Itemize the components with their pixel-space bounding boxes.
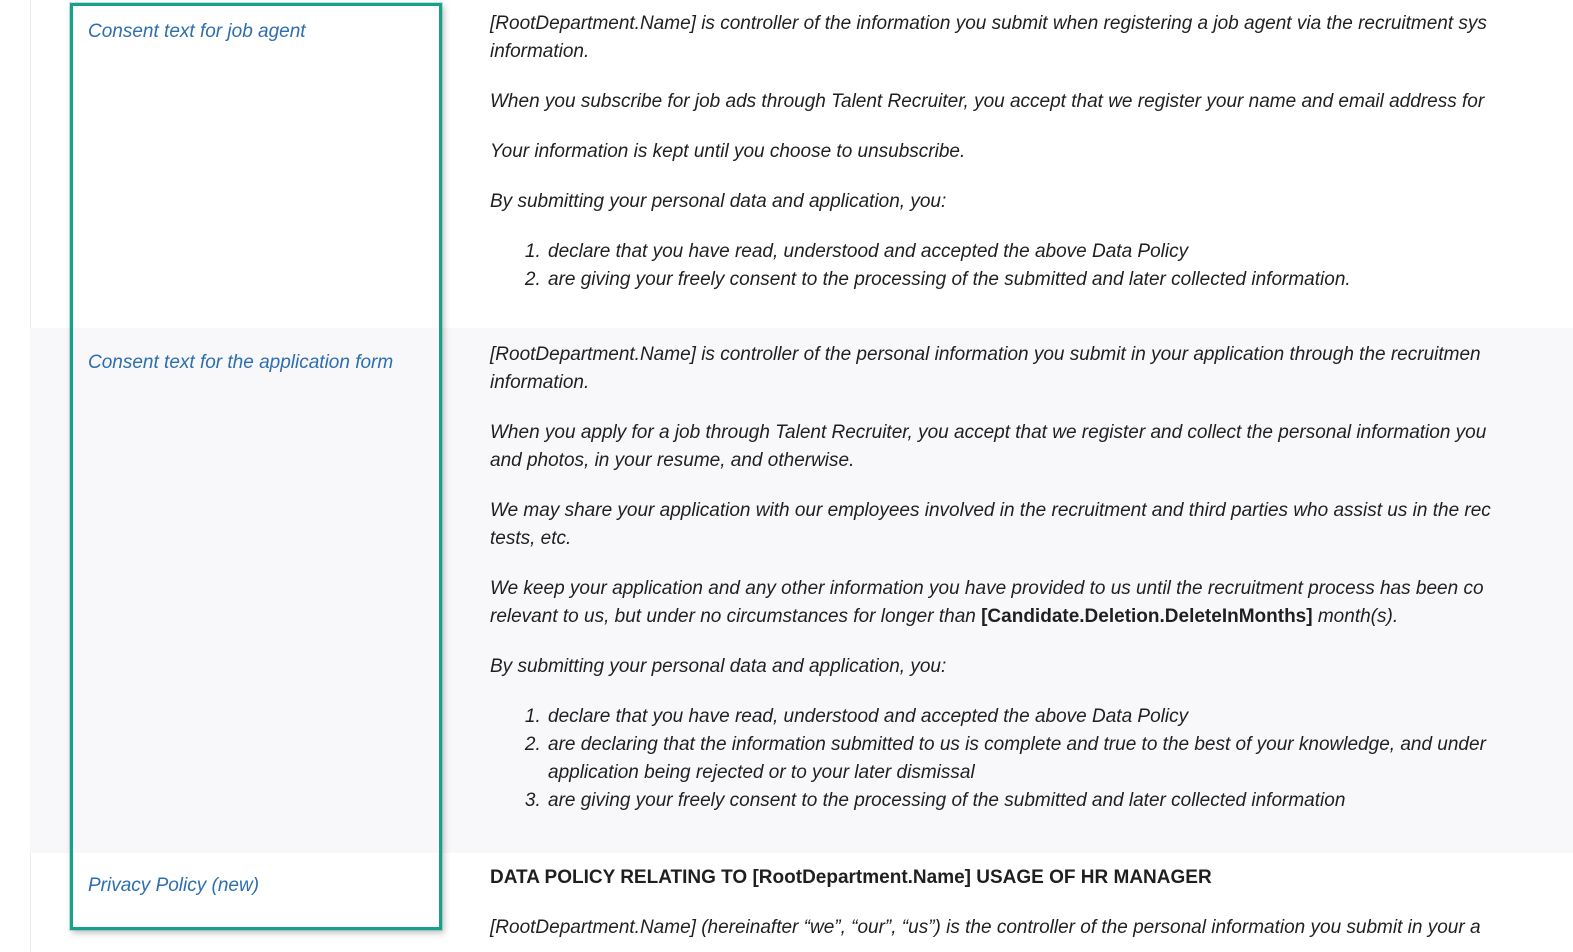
list-item: 2. are giving your freely consent to the processing of the submitted and later collected information. — [546, 266, 1573, 294]
settings-row-job-agent-consent — [30, 0, 1573, 328]
settings-row-application-form-consent — [30, 328, 1573, 853]
consent-list — [490, 238, 1573, 294]
consent-paragraph: tests, etc. — [490, 528, 572, 549]
consent-paragraph: By submitting your personal data and application, you: — [490, 656, 947, 677]
application-form-consent-text[interactable] — [490, 341, 1573, 815]
consent-paragraph: Your information is kept until you choose to unsubscribe. — [490, 141, 966, 162]
list-item-text: application being rejected or to your later dismissal — [548, 762, 975, 783]
list-item: 1. declare that you have read, understood and accepted the above Data Policy — [546, 703, 1573, 731]
settings-row-privacy-policy — [30, 853, 1573, 952]
consent-paragraph: and photos, in your resume, and otherwise. — [490, 450, 855, 471]
paragraph-text: relevant to us, but under no circumstances for longer than — [490, 606, 982, 627]
privacy-policy-heading: DATA POLICY RELATING TO [RootDepartment.Name] USAGE OF HR MANAGER — [490, 867, 1212, 888]
job-agent-consent-text[interactable] — [490, 10, 1573, 294]
consent-paragraph: We keep your application and any other information you have provided to us until the recruitment process has been co — [490, 578, 1484, 599]
list-item: 1. declare that you have read, understood and accepted the above Data Policy — [546, 238, 1573, 266]
consent-paragraph: By submitting your personal data and application, you: — [490, 191, 947, 212]
consent-paragraph: We may share your application with our employees involved in the recruitment and third parties who assist us in the rec — [490, 500, 1491, 521]
paragraph-text: month(s). — [1312, 606, 1399, 627]
row-label-privacy-policy: Privacy Policy (new) — [88, 875, 260, 896]
consent-paragraph: information. — [490, 41, 590, 62]
consent-paragraph: [RootDepartment.Name] is controller of the information you submit when registering a job agent via the recruitment sys — [490, 13, 1487, 34]
merge-field-token: [Candidate.Deletion.DeleteInMonths] — [981, 606, 1313, 627]
consent-paragraph: When you subscribe for job ads through Talent Recruiter, you accept that we register your name and email address for — [490, 91, 1485, 112]
left-edge-strip — [0, 0, 31, 952]
consent-paragraph: information. — [490, 372, 590, 393]
list-item — [546, 731, 1573, 787]
privacy-policy-paragraph: [RootDepartment.Name] (hereinafter “we”, “our”, “us”) is the controller of the personal information you submit in your a — [490, 917, 1481, 938]
consent-paragraph — [490, 603, 1573, 631]
consent-paragraph: [RootDepartment.Name] is controller of the personal information you submit in your application through the recruitmen — [490, 344, 1481, 365]
list-item: 3. are giving your freely consent to the processing of the submitted and later collected information — [546, 787, 1573, 815]
list-item-text: are declaring that the information submitted to us is complete and true to the best of your knowledge, and under — [548, 734, 1486, 755]
row-label-job-agent-consent: Consent text for job agent — [88, 21, 306, 42]
consent-paragraph: When you apply for a job through Talent Recruiter, you accept that we register and collect the personal information you — [490, 422, 1487, 443]
privacy-policy-text[interactable] — [490, 864, 1573, 952]
consent-list — [490, 703, 1573, 815]
row-label-application-form-consent: Consent text for the application form — [88, 352, 394, 373]
